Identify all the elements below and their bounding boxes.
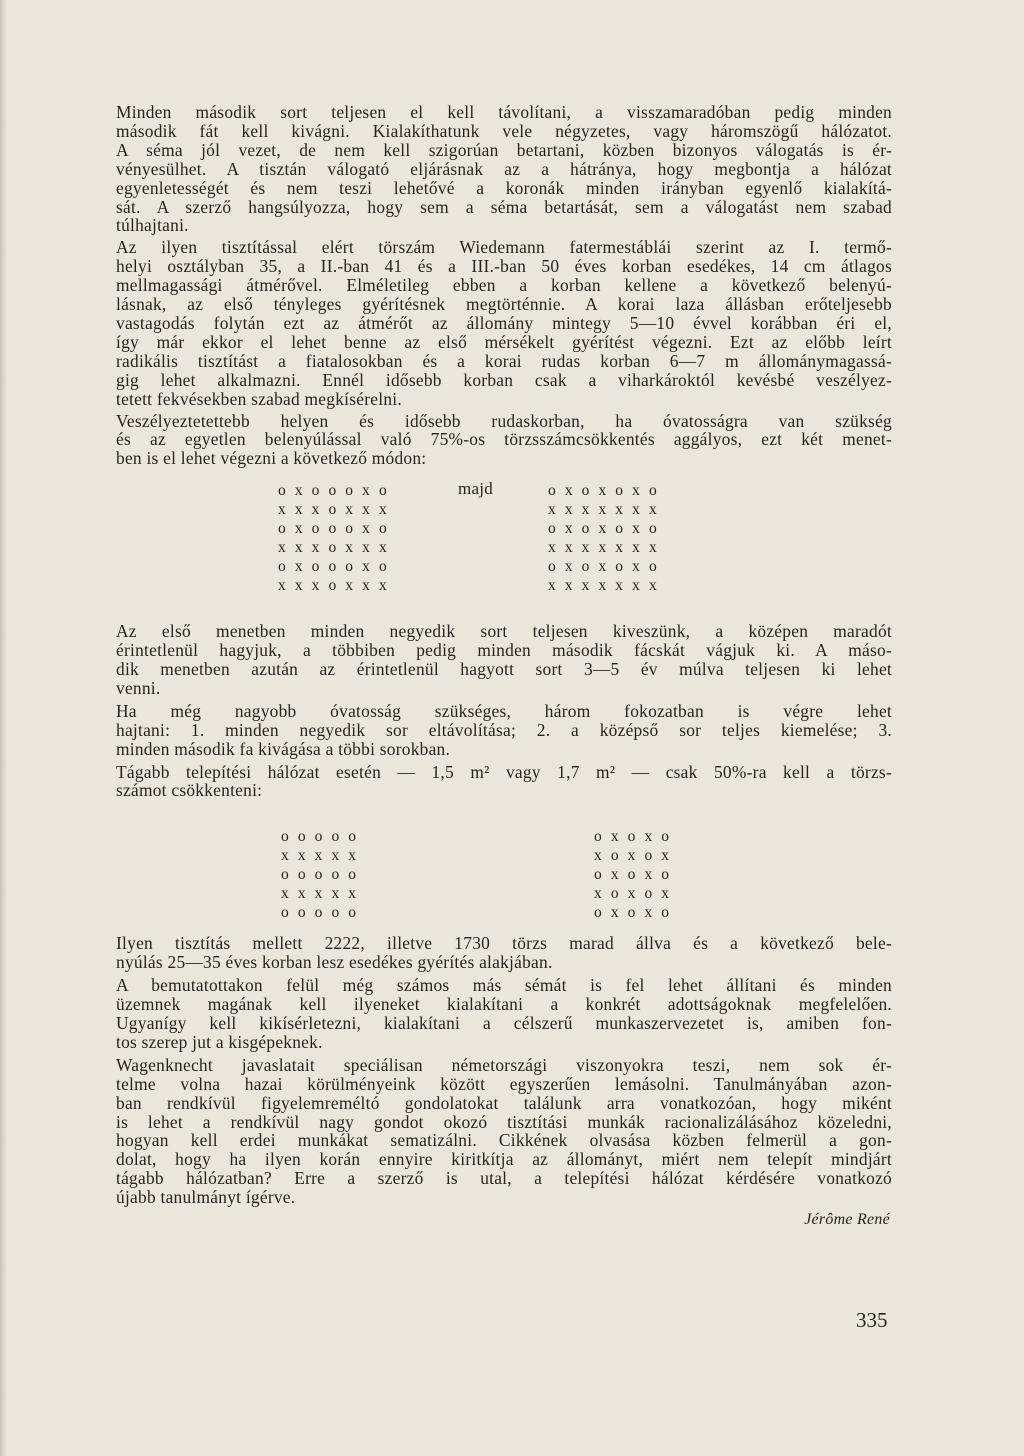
text-line: vényesülhet. A tisztán válogató eljárásnak az a hátránya, hogy megbontja a hálózat — [116, 158, 892, 179]
scheme-row: x x x x x x x — [548, 501, 660, 519]
scheme-row: x x x x x — [281, 885, 359, 903]
text-line: üzemnek magának kell ilyeneket kialakítani a konkrét adottságoknak megfelelően. — [116, 994, 892, 1015]
text-line: telme volna hazai körülményeink között egyszerűen lemásolni. Tanulmányában azon- — [116, 1073, 892, 1094]
text-line: Ilyen tisztítás mellett 2222, illetve 1730 törzs marad állva és a következő bele- — [116, 933, 892, 954]
text-line: tágabb hálózatban? Erre a szerző is utal, a telepítési hálózat kérdésére vonatkozó — [116, 1168, 892, 1189]
paragraph-7 — [116, 934, 892, 972]
text-line: így már ekkor el lehet benne az első mérsékelt gyérítést végezni. Ezt az előbb leírt — [116, 331, 892, 352]
text-line: ban rendkívül figyelemreméltó gondolatokat találunk arra vonatkozóan, hogy miként — [116, 1092, 892, 1113]
text-column — [116, 103, 892, 1230]
scheme-row: o x o x o — [594, 828, 672, 846]
text-line: radikális tisztítást a fiatalosokban és a korai rudas korban 6—7 m állománymagassá- — [116, 350, 892, 371]
scheme-row: x x x x x x x — [548, 539, 660, 557]
author-signature: Jérôme René — [804, 1211, 890, 1229]
text-line: minden második fa kivágása a többi sorokban. — [116, 738, 451, 759]
scheme-row: o x o o o x o — [278, 558, 390, 576]
text-line: tos szerep jut a kisgépeknek. — [116, 1031, 323, 1052]
paragraph-2 — [116, 238, 892, 408]
text-line: dik menetben azután az érintetlenül hagyott sort 3—5 év múlva teljesen ki lehet — [116, 659, 892, 680]
scheme-row: o x o x o x o — [548, 520, 660, 538]
scheme-row: x x x o x x x — [278, 577, 390, 595]
text-line: mellmagassági átmérővel. Elméletileg ebben a korban kellene a következő belenyú- — [116, 275, 892, 296]
paragraph-3 — [116, 412, 892, 469]
text-line: Wagenknecht javaslatait speciálisan németországi viszonyokra teszi, nem sok ér- — [116, 1054, 892, 1075]
scheme-row: o x o x o x o — [548, 558, 660, 576]
text-line: túlhajtani. — [116, 215, 189, 236]
text-line: tetett fekvésekben szabad megkísérelni. — [116, 388, 402, 409]
scheme-row: x x x x x x x — [548, 577, 660, 595]
text-line: Az első menetben minden negyedik sort teljesen kiveszünk, a középen maradót — [116, 621, 892, 642]
text-line: Tágabb telepítési hálózat esetén — 1,5 m² vagy 1,7 m² — csak 50%-ra kell a törzs- — [116, 761, 892, 782]
text-line: hogyan kell erdei munkákat sematizálni. Cikkének olvasása közben felmerül a gon- — [116, 1130, 892, 1151]
text-line: A bemutatottakon felül még számos más sémát is fel lehet állítani és minden — [116, 975, 892, 996]
scheme-row: o o o o o — [281, 828, 359, 846]
scheme-row: x o x o x — [594, 885, 672, 903]
text-line: vastagodás folytán ezt az átmérőt az állomány mintegy 5—10 évvel korábban éri el, — [116, 312, 892, 333]
scheme-row: x x x o x x x — [278, 501, 390, 519]
text-line: újabb tanulmányt ígérve. — [116, 1187, 296, 1208]
paragraph-9 — [116, 1056, 892, 1207]
text-line: Ha még nagyobb óvatosság szükséges, három fokozatban is végre lehet — [116, 700, 892, 721]
paragraph-1 — [116, 103, 892, 235]
text-line: sát. A szerző hangsúlyozza, hogy sem a séma betartását, sem a válogatást nem szabad — [116, 196, 892, 217]
text-line: helyi osztályban 35, a II.-ban 41 és a III.-ban 50 éves korban esedékes, 14 cm átlagos — [116, 256, 892, 277]
scheme-row: o o o o o — [281, 904, 359, 922]
text-line: Az ilyen tisztítással elért törszám Wiedemann fatermestáblái szerint az I. termő- — [116, 237, 892, 258]
scheme-row: x o x o x — [594, 847, 672, 865]
text-line: dolat, hogy ha ilyen korán ennyire kiritkítja az állományt, miért nem telepít mindjárt — [116, 1149, 892, 1170]
paragraph-5 — [116, 702, 892, 759]
text-line: Ugyanígy kell kikísérletezni, kialakítani a célszerű munkaszervezetet is, amiben fon- — [116, 1013, 892, 1033]
scheme-row: o x o o o x o — [278, 520, 390, 538]
page-number: 335 — [856, 1308, 888, 1332]
page-edge-shadow — [0, 0, 7, 1456]
text-line: ben is el lehet végezni a következő módon: — [116, 448, 427, 469]
text-line: második fát kell kivágni. Kialakíthatunk vele négyzetes, vagy háromszögű hálózatot. — [116, 120, 892, 141]
scheme-row: o x o o o x o — [278, 482, 390, 500]
scheme-row: o x o x o — [594, 866, 672, 884]
text-line: hajtani: 1. minden negyedik sor eltávolítása; 2. a középső sor teljes kiemelése; 3. — [116, 719, 892, 740]
text-line: nyúlás 25—35 éves korban lesz esedékes gyérítés alakjában. — [116, 952, 553, 973]
text-line: számot csökkenteni: — [116, 780, 263, 801]
text-line: és az egyetlen belenyúlással való 75%-os törzsszámcsökkentés aggályos, ezt két menet- — [116, 429, 892, 450]
scheme-row: x x x o x x x — [278, 539, 390, 557]
text-line: venni. — [116, 677, 161, 698]
text-line: érintetlenül hagyjuk, a többiben pedig minden második fácskát vágjuk ki. A máso- — [116, 640, 892, 661]
text-line: lásnak, az első tényleges gyérítésnek megtörténnie. A korai laza állásban erőteljesebb — [116, 294, 892, 315]
paragraph-8 — [116, 976, 892, 1052]
paragraph-6 — [116, 763, 892, 801]
text-line: egyenletességét és nem teszi lehetővé a koronák minden irányban egyenlő kialakítá- — [116, 177, 892, 198]
text-line: gig lehet alkalmazni. Ennél idősebb korban csak a viharkároktól kevésbé veszélyez- — [116, 369, 892, 390]
scheme-row: o o o o o — [281, 866, 359, 884]
text-line: Veszélyeztetettebb helyen és idősebb rudaskorban, ha óvatosságra van szükség — [116, 410, 892, 431]
paragraph-4 — [116, 622, 892, 698]
scheme-connector-label: majd — [458, 479, 493, 499]
text-line: A séma jól vezet, de nem kell szigorúan betartani, közben bizonyos válogatás is ér- — [116, 139, 892, 160]
thinning-scheme-1 — [116, 479, 892, 622]
text-line: Minden második sort teljesen el kell távolítani, a visszamaradóban pedig minden — [116, 102, 892, 122]
thinning-scheme-2 — [116, 828, 892, 934]
scheme-row: o x o x o x o — [548, 482, 660, 500]
scheme-row: o x o x o — [594, 904, 672, 922]
text-line: is lehet a rendkívül nagy gondot okozó tisztítási munkák racionalizálásához közeledni, — [116, 1111, 892, 1132]
scheme-row: x x x x x — [281, 847, 359, 865]
